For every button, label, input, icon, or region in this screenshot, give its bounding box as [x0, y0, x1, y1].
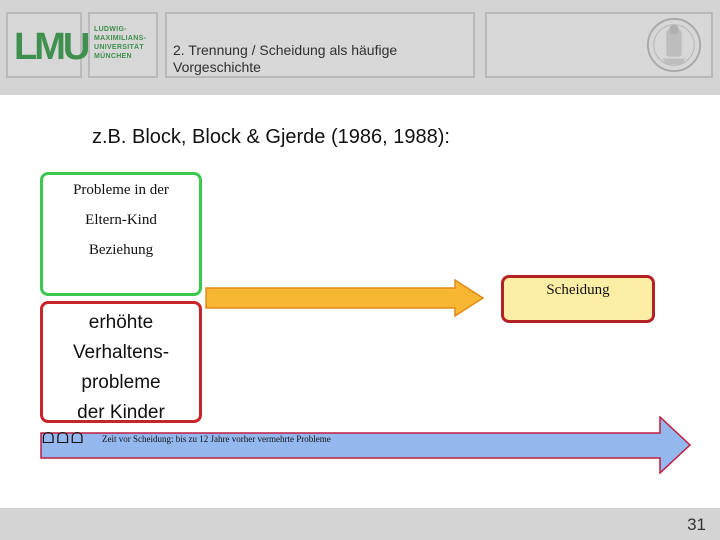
- header-band: [0, 0, 720, 95]
- divorce-box: [501, 275, 655, 323]
- slide-title-line: 2. Trennung / Scheidung als häufige: [173, 42, 398, 58]
- university-seal-icon: [645, 16, 703, 74]
- page-number: 31: [687, 515, 706, 534]
- footer-band: [0, 508, 720, 540]
- slide-title-box: [165, 12, 475, 78]
- orange-arrow: [205, 279, 485, 317]
- box-line: Verhaltens-: [72, 342, 170, 363]
- university-line: LUDWIG-: [94, 26, 127, 33]
- university-line: UNIVERSITÄT: [94, 44, 144, 51]
- parent-child-problems-box: [40, 172, 202, 296]
- slide-subtitle: z.B. Block, Block & Gjerde (1986, 1988):: [92, 126, 450, 148]
- box-line: probleme: [81, 372, 161, 393]
- timeline-arrow: [40, 416, 692, 474]
- university-name-box: [88, 12, 158, 78]
- university-line: MAXIMILIANS-: [94, 35, 147, 42]
- box-line: der Kinder: [77, 402, 165, 423]
- lmu-logo: LMU: [14, 26, 88, 68]
- university-name: [94, 25, 146, 61]
- slide-title: [173, 42, 469, 76]
- box-line: Beziehung: [88, 242, 154, 258]
- divorce-label: Scheidung: [546, 282, 610, 298]
- box-line: Probleme in der: [73, 182, 169, 198]
- logo-box: [6, 12, 88, 78]
- timeline-glyphs: ᗝᗝᗝ: [42, 429, 86, 447]
- box-line: Eltern-Kind: [85, 212, 157, 228]
- box-line: erhöhte: [88, 312, 154, 333]
- seal-box: [485, 12, 713, 78]
- slide-title-line: Vorgeschichte: [173, 59, 261, 75]
- university-line: MÜNCHEN: [94, 53, 132, 60]
- behavior-problems-box: [40, 301, 202, 423]
- timeline-label: Zeit vor Scheidung: bis zu 12 Jahre vorher vermehrte Probleme: [102, 434, 331, 444]
